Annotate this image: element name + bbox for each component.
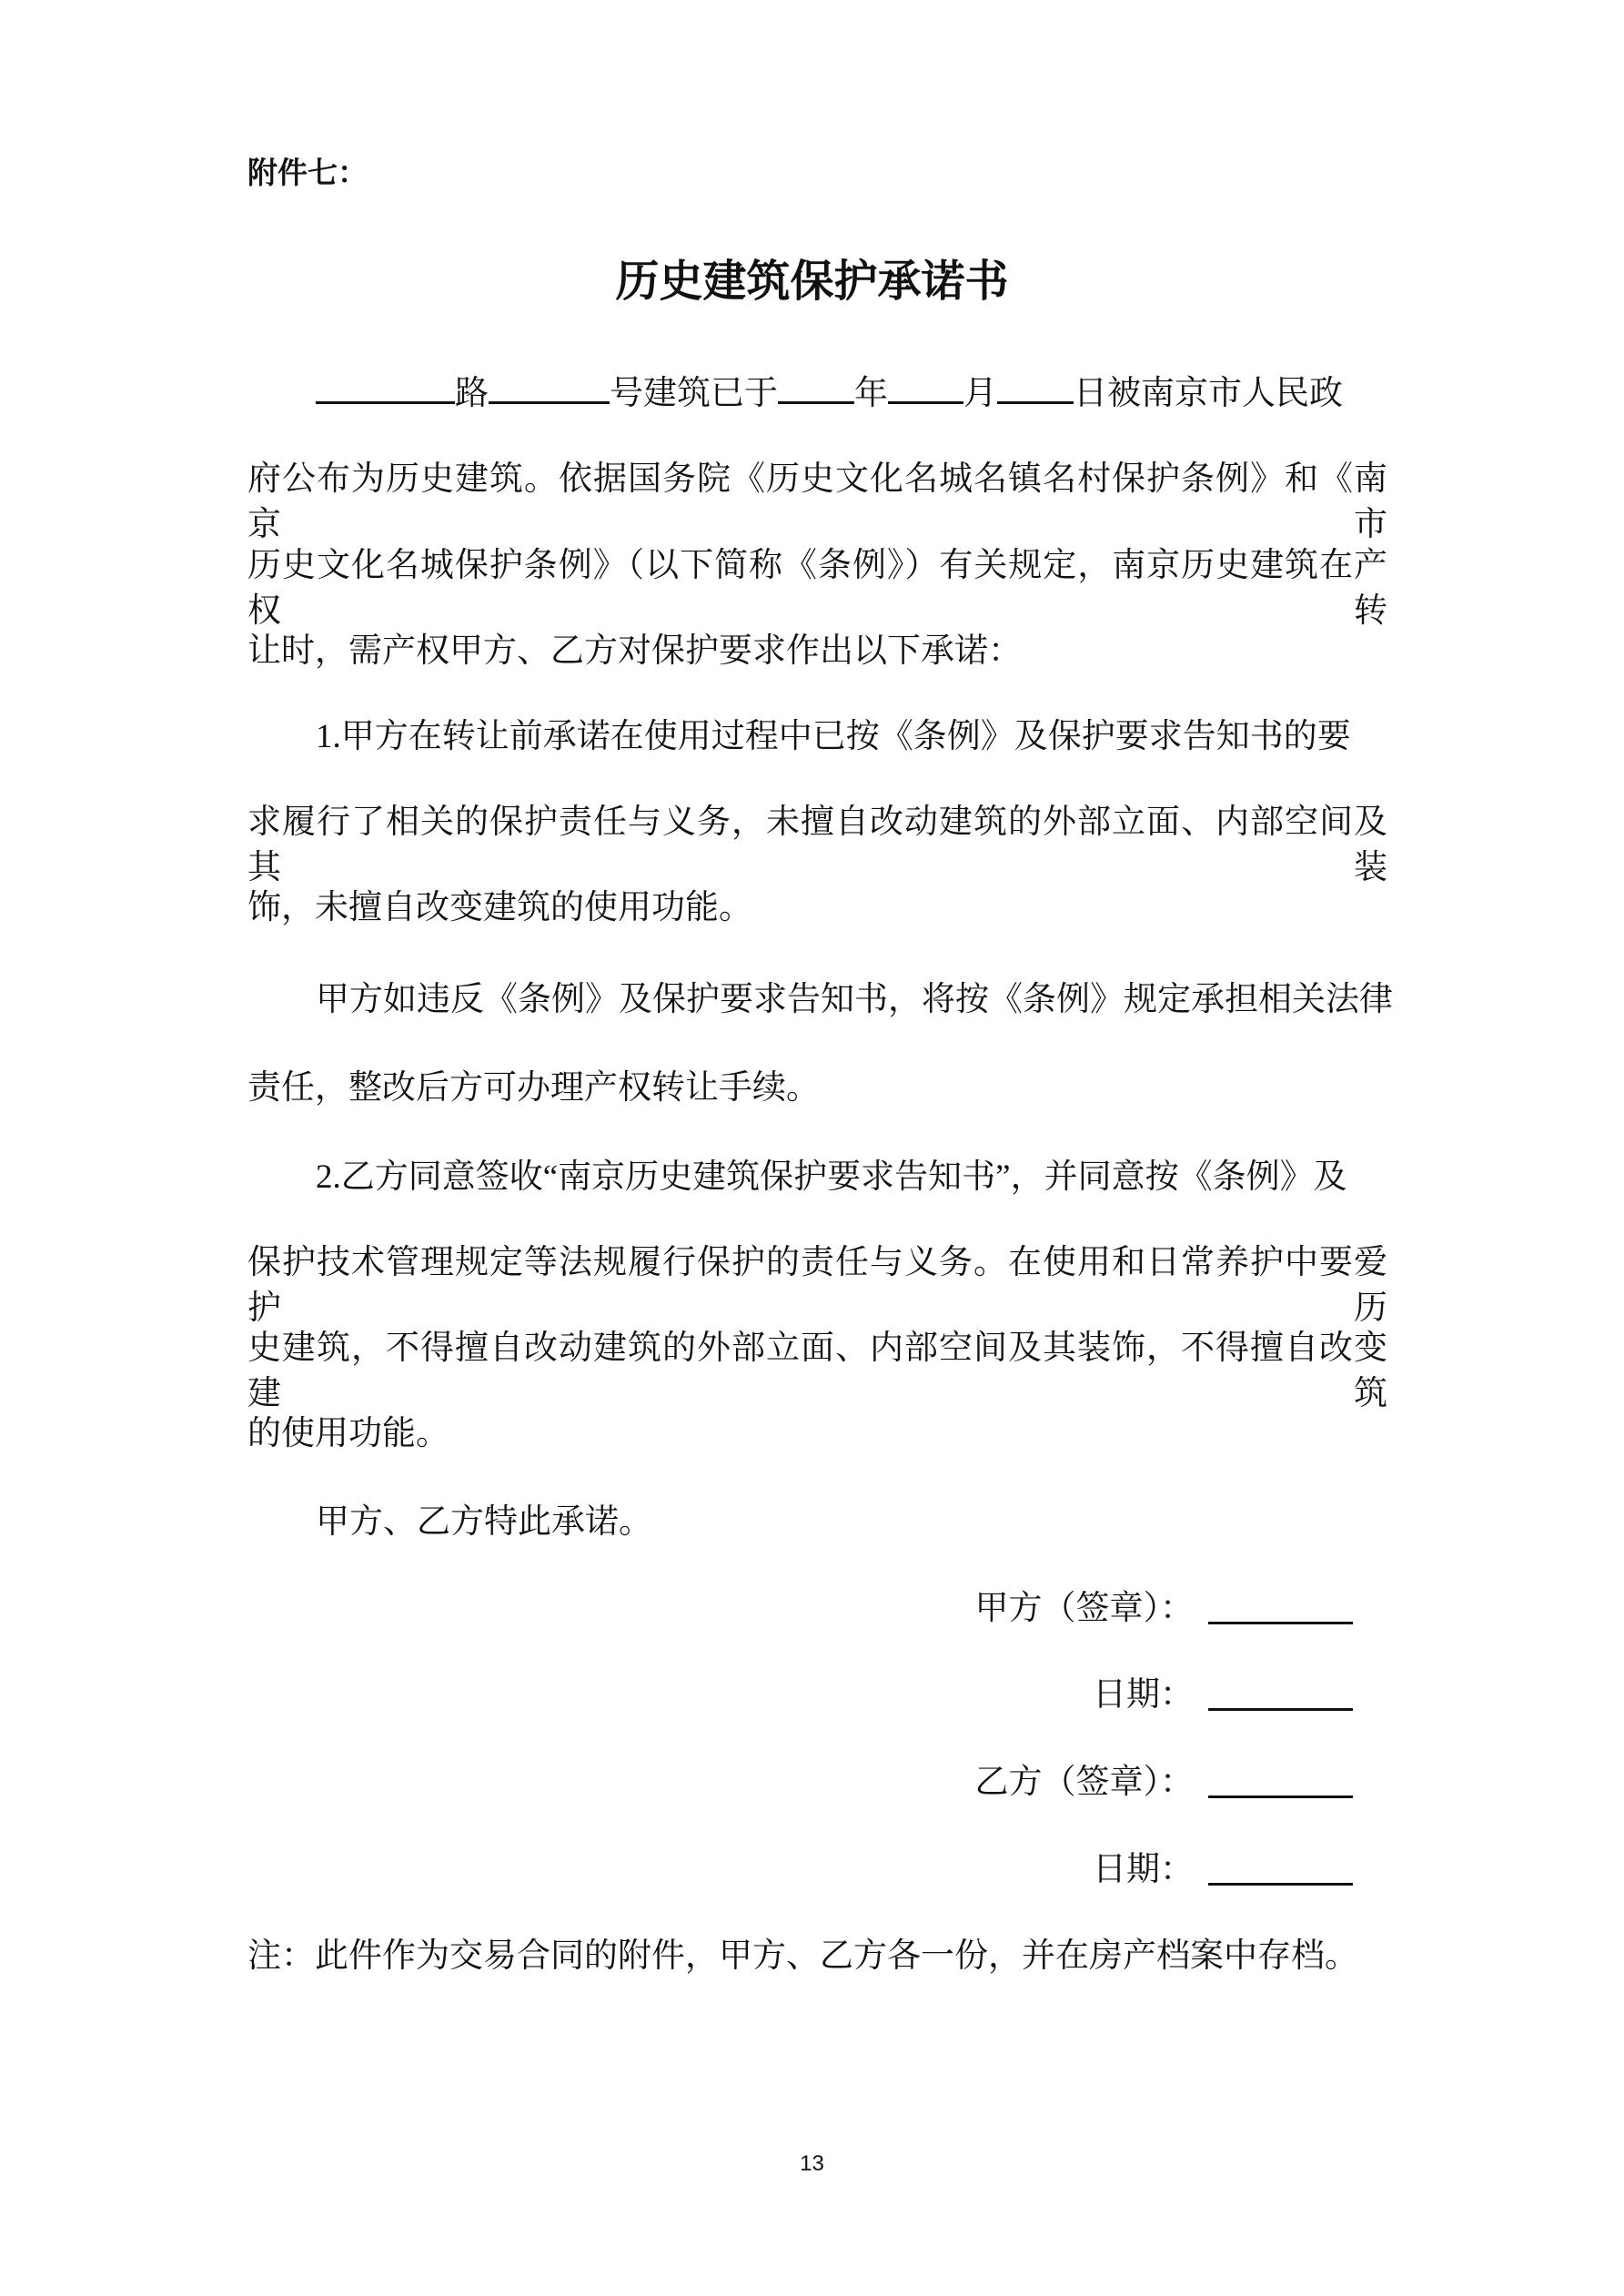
closing-statement: 甲方、乙方特此承诺。	[316, 1503, 652, 1541]
party-b-signature-field[interactable]	[1208, 1795, 1353, 1798]
intro-line: 让时，需产权甲方、乙方对保护要求作出以下承诺：	[247, 632, 1022, 670]
year-blank[interactable]	[778, 369, 854, 404]
clause1-line: 1.甲方在转让前承诺在使用过程中已按《条例》及保护要求告知书的要	[316, 718, 1351, 755]
clause2-line: 的使用功能。	[247, 1415, 449, 1452]
party-b-signature-label: 乙方（签章）：	[974, 1764, 1194, 1801]
day-blank[interactable]	[997, 369, 1074, 404]
building-number-blank[interactable]	[489, 369, 610, 404]
clause2-line: 2.乙方同意签收“南京历史建筑保护要求告知书”，并同意按《条例》及	[316, 1158, 1347, 1196]
footnote: 注：此件作为交易合同的附件，甲方、乙方各一份，并在房产档案中存档。	[247, 1937, 1358, 1975]
number-building-label: 号建筑已于	[610, 375, 778, 412]
clause2-line: 保护技术管理规定等法规履行保护的责任与义务。在使用和日常养护中要爱护历	[247, 1244, 1387, 1327]
intro-line: 历史文化名城保护条例》（以下简称《条例》）有关规定，南京历史建筑在产权转	[247, 547, 1387, 630]
day-rest-text: 日被南京市人民政	[1074, 375, 1343, 412]
page-number: 13	[800, 2151, 824, 2176]
party-a-date-field[interactable]	[1208, 1708, 1353, 1711]
clause1-line: 求履行了相关的保护责任与义务，未擅自改动建筑的外部立面、内部空间及其装	[247, 804, 1387, 886]
party-b-date-field[interactable]	[1208, 1883, 1353, 1886]
page-title: 历史建筑保护承诺书	[615, 258, 1009, 306]
party-a-date-label: 日期：	[1093, 1676, 1194, 1714]
party-b-date-label: 日期：	[1093, 1851, 1194, 1888]
clause1b-line: 甲方如违反《条例》及保护要求告知书，将按《条例》规定承担相关法律	[316, 981, 1393, 1018]
clause1b-line: 责任，整改后方可办理产权转让手续。	[247, 1069, 820, 1107]
year-label: 年	[854, 375, 888, 412]
road-name-blank[interactable]	[316, 369, 455, 404]
month-label: 月	[963, 375, 997, 412]
month-blank[interactable]	[888, 369, 963, 404]
intro-line: 府公布为历史建筑。依据国务院《历史文化名城名镇名村保护条例》和《南京市	[247, 460, 1387, 543]
intro-first-line	[316, 369, 1343, 417]
party-a-signature-field[interactable]	[1208, 1622, 1353, 1624]
clause1-line: 饰，未擅自改变建筑的使用功能。	[247, 889, 752, 926]
party-a-signature-label: 甲方（签章）：	[974, 1590, 1194, 1627]
attachment-label: 附件七：	[247, 157, 368, 190]
road-label: 路	[455, 375, 489, 412]
clause2-line: 史建筑，不得擅自改动建筑的外部立面、内部空间及其装饰，不得擅自改变建筑	[247, 1330, 1387, 1412]
